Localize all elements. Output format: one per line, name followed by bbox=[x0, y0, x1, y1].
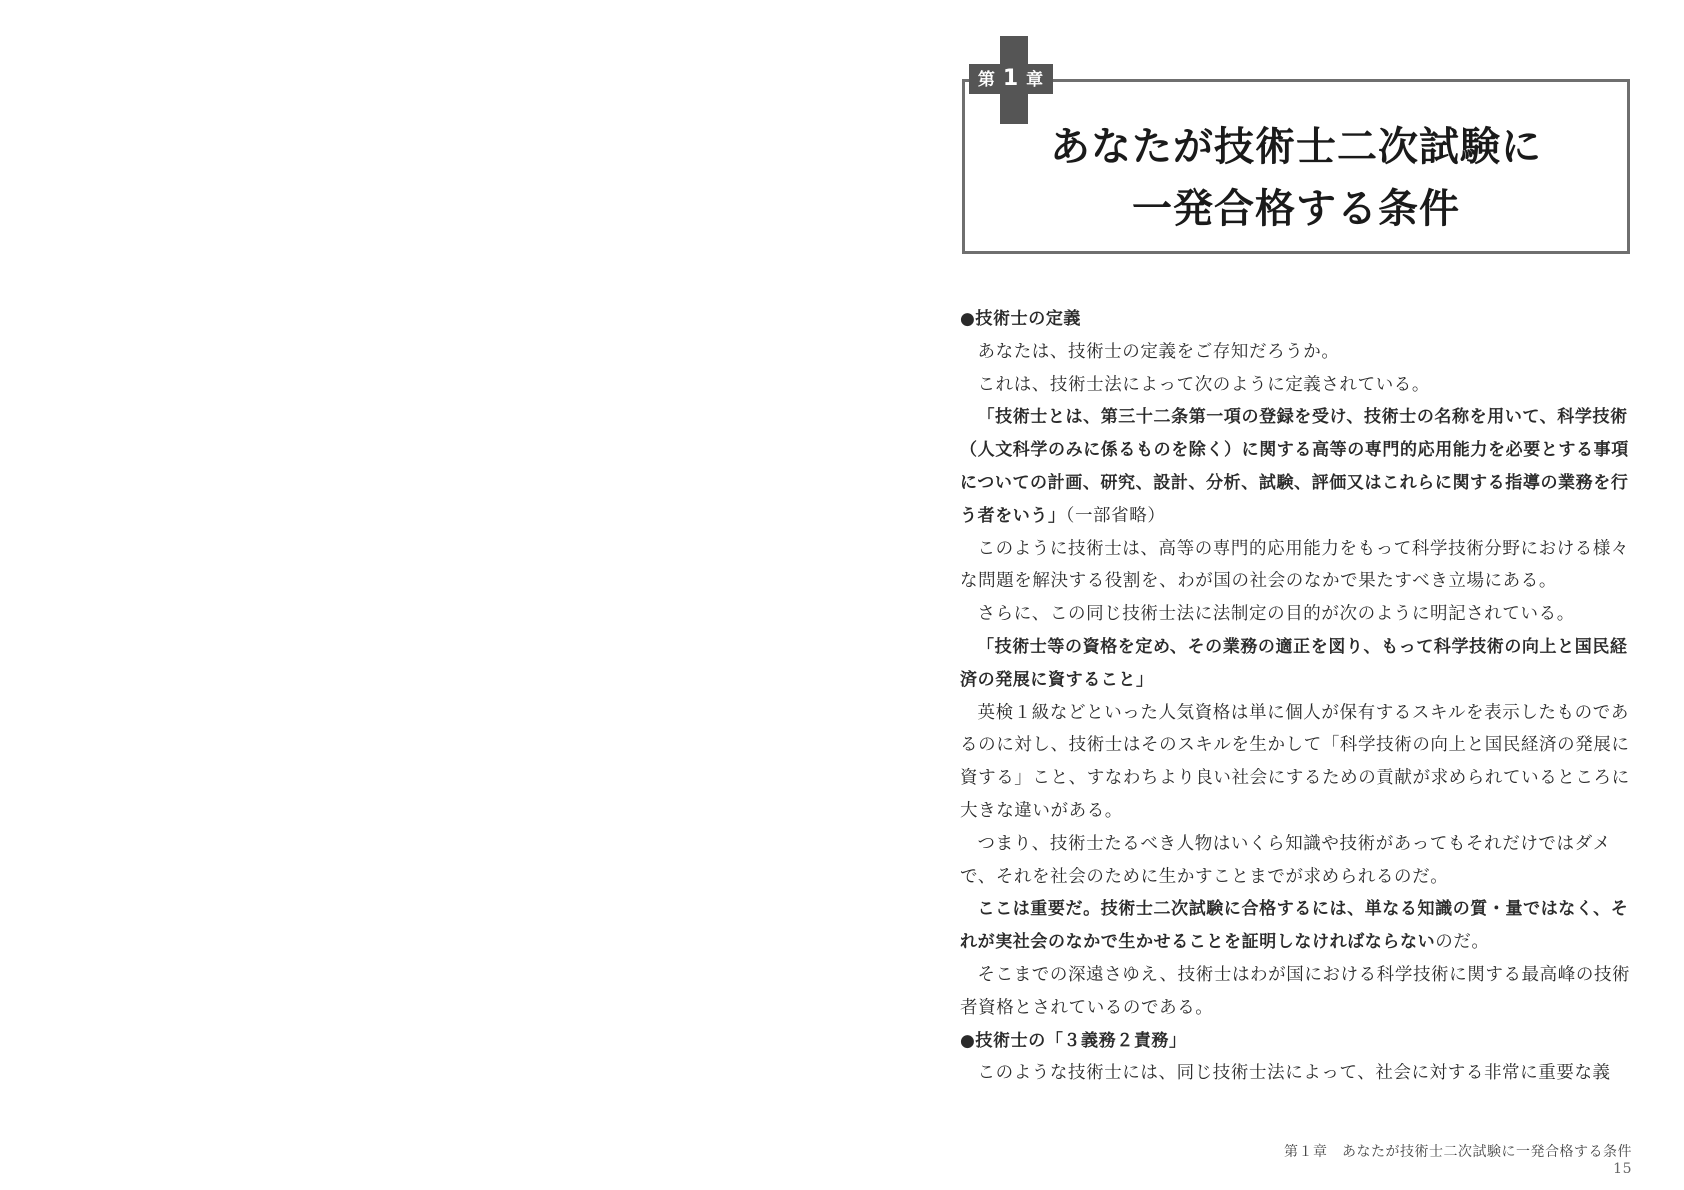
paragraph: そこまでの深遠さゆえ、技術士はわが国における科学技術に関する最高峰の技術者資格とされているのである。 bbox=[960, 964, 1631, 1018]
quote-text: 「技術士とは、第三十二条第一項の登録を受け、技術士の名称を用いて、科学技術（人文科学のみに係るものを除く）に関する高等の専門的応用能力を必要とする事項についての計画、研究、設計、分析、試験、評価又はこれらに関する指導の業務を行う者をいう」 bbox=[960, 407, 1629, 526]
emphasis-paragraph bbox=[960, 893, 1640, 959]
chapter-label bbox=[969, 64, 1053, 94]
law-quote-purpose: 「技術士等の資格を定め、その業務の適正を図り、もって科学技術の向上と国民経済の発展に資すること」 bbox=[960, 636, 1628, 690]
paragraph: このように技術士は、高等の専門的応用能力をもって科学技術分野における様々な問題を解決する役割を、わが国の社会のなかで果たすべき立場にある。 bbox=[960, 538, 1630, 592]
page-number: 15 bbox=[1613, 1161, 1632, 1177]
chapter-label-prefix: 第 bbox=[977, 70, 996, 90]
paragraph: さらに、この同じ技術士法に法制定の目的が次のように明記されている。 bbox=[977, 604, 1575, 625]
chapter-label-suffix: 章 bbox=[1026, 70, 1045, 90]
chapter-title-line-2: 一発合格する条件 bbox=[1132, 185, 1460, 232]
law-quote-definition bbox=[960, 401, 1640, 532]
emphasis-tail: のだ。 bbox=[1435, 932, 1490, 953]
paragraph: 英検１級などといった人気資格は単に個人が保有するスキルを表示したものであるのに対し、技術士はそのスキルを生かして「科学技術の向上と国民経済の発展に資する」こと、すなわちより良い社会にするための貢献が求められているところに大きな違いがある。 bbox=[960, 702, 1630, 821]
body-text bbox=[960, 303, 1640, 1090]
right-page bbox=[842, 0, 1684, 1190]
section-heading-duties: ●技術士の「３義務２責務」 bbox=[960, 1030, 1187, 1051]
paragraph: このような技術士には、同じ技術士法によって、社会に対する非常に重要な義 bbox=[977, 1063, 1611, 1084]
emphasis-text: ここは重要だ。技術士二次試験に合格するには、単なる知識の質・量ではなく、それが実社会のなかで生かせることを証明しなければならない bbox=[960, 899, 1629, 953]
paragraph: つまり、技術士たるべき人物はいくら知識や技術があってもそれだけではダメで、それを社会のために生かすことまでが求められるのだ。 bbox=[960, 833, 1611, 887]
chapter-label-number: 1 bbox=[1002, 66, 1020, 91]
quote-note: （一部省略） bbox=[1065, 505, 1166, 526]
chapter-title-line-1: あなたが技術士二次試験に bbox=[1050, 123, 1542, 170]
paragraph: これは、技術士法によって次のように定義されている。 bbox=[977, 374, 1430, 395]
section-heading-definition: ●技術士の定義 bbox=[960, 309, 1082, 329]
chapter-title bbox=[962, 116, 1630, 240]
paragraph: あなたは、技術士の定義をご存知だろうか。 bbox=[977, 341, 1340, 362]
page-footer bbox=[1242, 1141, 1632, 1177]
running-title: 第１章 あなたが技術士二次試験に一発合格する条件 bbox=[1284, 1144, 1632, 1160]
